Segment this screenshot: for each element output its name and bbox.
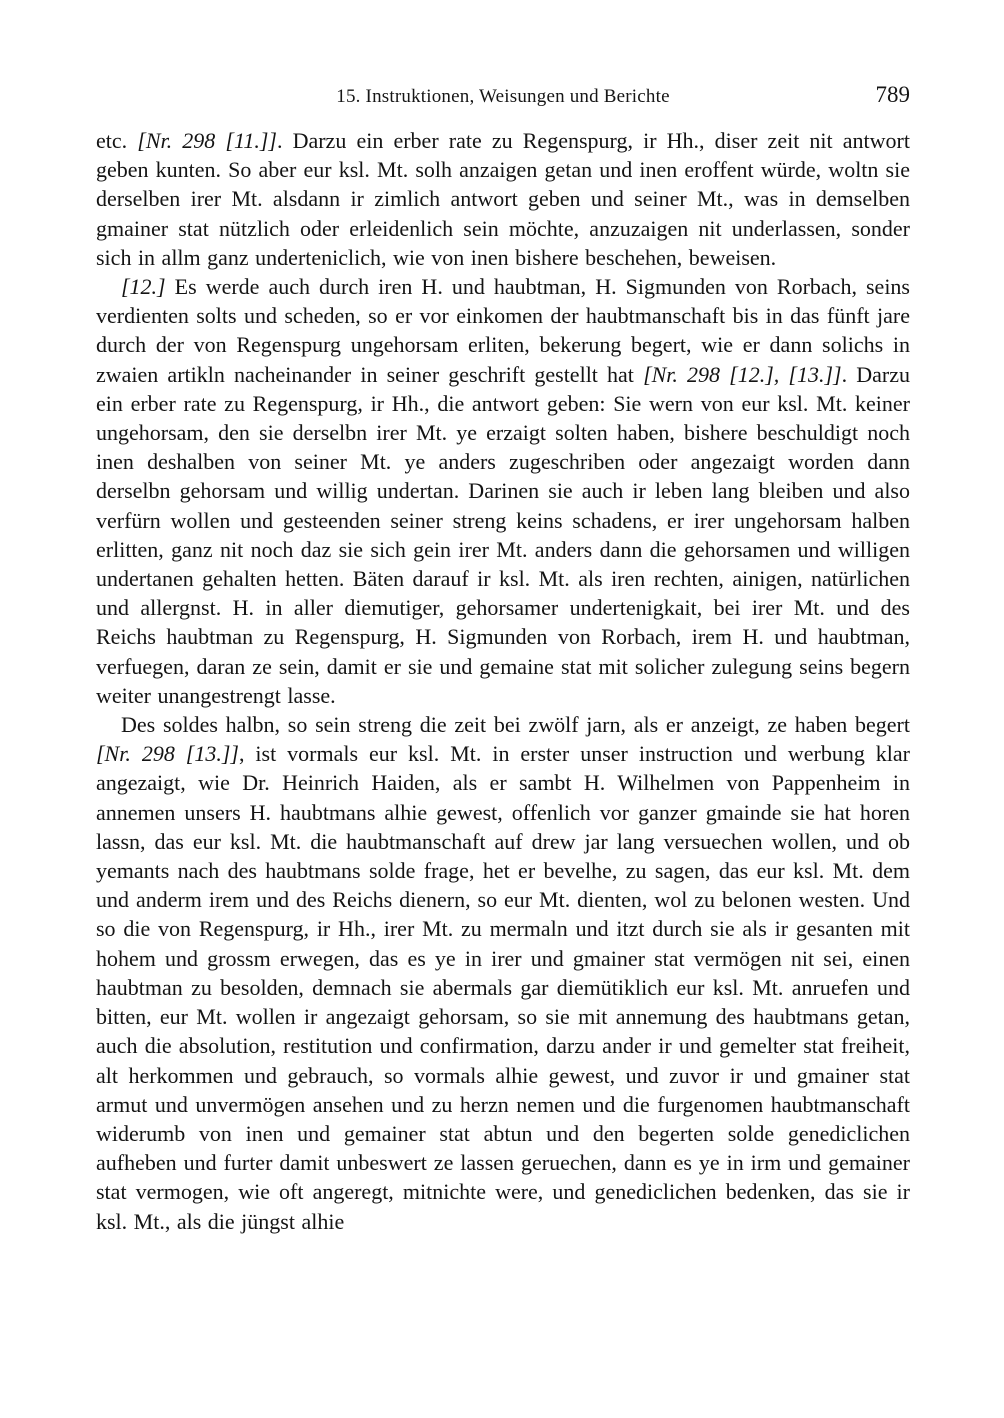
text-segment: , ist vormals eur ksl. Mt. in erster unser instruction und werbung klar angezaigt, wie Dr. Heinrich Haiden, als er sambt H. Wilhelmen von Pappenheim in annemen unsers H. haubtmans alhie gewest, offenlich vor ganzer gmainde sie hat horen lassn, das eur ksl. Mt. die haubtmanschaft auf drew jar lang versuechen wollen, und ob yemants nach des haubtmans solde frage, het er bevelhe, zu sagen, das eur ksl. Mt. dem und anderm irem und des Reichs dienern, so eur Mt. dienten, wol zu belonen westen. Und so die von Regenspurg, ir Hh., irer Mt. zu mermaln und itzt durch sie als ir gesanten mit hohem und grossm erwegen, das es ye in irer und gmainer stat vermögen nit sei, einen haubtman zu besolden, demnach sie abermals gar diemütiklich eur ksl. Mt. anruefen und bitten, eur Mt. wollen ir angezaigt gehorsam, so sie mit annemung des haubtmans getan, auch die absolution, restitution und confirmation, darzu ander ir und gemelter stat freiheit, alt herkommen und gebrauch, so vormals alhie gewest, und zuvor ir und gmainer stat armut und unvermögen ansehen und zu herzn nemen und die furgenomen haubtmanschaft widerumb von inen und gemainer stat abtun und den begerten solde genediclichen aufheben und furter damit unbeswert ze lassen geruechen, dann es ye in irm und gemainer stat vermogen, wie oft angeregt, mitnichte were, und genediclichen bedenken, das sie ir ksl. Mt., als die jüngst alhie (96, 741, 910, 1234)
running-header-title: 15. Instruktionen, Weisungen und Berichte (336, 86, 670, 107)
reference-italic: [Nr. 298 [11.]] (137, 128, 277, 153)
page-number: 789 (875, 82, 910, 107)
text-segment: etc. (96, 128, 138, 153)
paragraph (96, 126, 910, 272)
reference-italic: [Nr. 298 [13.]] (96, 741, 239, 767)
reference-italic: [Nr. 298 [12.], [13.]] (643, 361, 842, 387)
running-header (96, 82, 910, 112)
text-segment: Es werde auch durch iren H. und haubtman, H. Sigmunden von Rorbach, seins verdienten solts und scheden, so er vor einkomen der haubtmanschaft bis in das fünft jare durch der von Regenspurg ungehorsam erliten, bekerung begert, wie er dann solichs in zwaien artikln nacheinander in seiner geschrift gestellt hat (96, 274, 910, 387)
paragraph (96, 710, 910, 1236)
section-number-italic: [12.] (121, 274, 166, 300)
text-segment: . Darzu ein erber rate zu Regenspurg, ir Hh., diser zeit nit antwort geben kunten. So aber eur ksl. Mt. solh anzaigen getan und inen eroffent würde, woltn sie derselben irer Mt. alsdann ir zimlich antwort geben und seiner Mt., was in demselben gmainer stat nützlich oder erleidenlich sein möchte, anzuzaigen nit underlassen, sonder sich in allm ganz underteniclich, wie von inen bishere beschehen, beweisen. (96, 128, 910, 270)
text-segment: . Darzu ein erber rate zu Regenspurg, ir Hh., die antwort geben: Sie wern von eur ksl. Mt. keiner ungehorsam, den sie derselbn irer Mt. ye erzaigt solten haben, bishere beschuldigt noch inen deshalben von seiner Mt. ye anders zugeschriben oder angezaigt worden dann derselbn gehorsam und willig undertan. Darinen sie auch ir leben lang bleiben und also verfürn wollen und gesteenden seiner streng keins schadens, er irer ungehorsam halben erlitten, ganz nit noch daz sie sich gein irer Mt. anders dann die gehorsamen und willigen undertanen gehalten hetten. Bäten darauf ir ksl. Mt. als iren rechten, ainigen, natürlichen und allergnst. H. in aller diemutiger, gehorsamer undertenigkait, bei irer Mt. und des Reichs haubtman zu Regenspurg, H. Sigmunden von Rorbach, irem H. und haubtman, verfuegen, daran ze sein, damit er sie und gemaine stat mit solicher zulegung seins begern weiter unangestrengt lasse. (96, 361, 910, 708)
paragraph (96, 272, 910, 710)
text-segment: Des soldes halbn, so sein streng die zeit bei zwölf jarn, als er anzeigt, ze haben begert (121, 712, 910, 738)
body-text (96, 126, 910, 1236)
type-area (96, 82, 910, 1236)
